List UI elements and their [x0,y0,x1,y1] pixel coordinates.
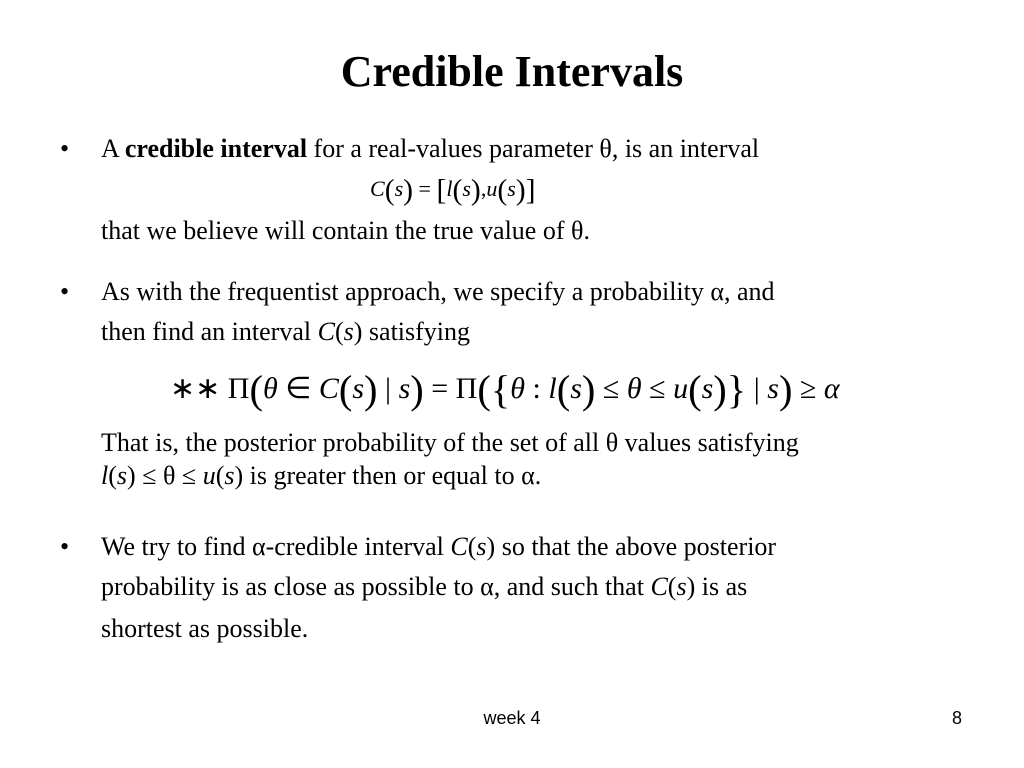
equation-posterior-probability: ∗∗ Π(θ ∈ C(s) | s) = Π({θ : l(s) ≤ θ ≤ u(s)} | s) ≥ α [170,366,840,412]
bullet-marker-3: • [60,532,70,561]
equation-credible-interval-definition: C(s) = [l(s),u(s)] [370,174,536,207]
footer-week-label: week 4 [483,708,541,728]
bullet-2-explanation-line-1: That is, the posterior probability of the set of all θ values satisfying [101,428,799,457]
bullet-1-bold-term: credible interval [124,134,308,163]
bullet-1-line-1 [101,134,759,164]
bullet-marker-1: • [60,134,70,163]
bullet-2-line-1: As with the frequentist approach, we specify a probability α, and [101,277,775,306]
bullet-3-line-1: We try to find α-credible interval C(s) so that the above posterior [101,532,777,561]
slide-title: Credible Intervals [340,47,684,96]
bullet-1-pre: A [101,134,125,163]
bullet-1-continuation: that we believe will contain the true value of θ. [101,216,590,245]
bullet-3-line-2: probability is as close as possible to α, and such that C(s) is as [101,572,748,601]
bullet-3-line-3: shortest as possible. [101,614,309,643]
bullet-2-line-2: then find an interval C(s) satisfying [101,317,471,346]
bullet-2-explanation-line-2: l(s) ≤ θ ≤ u(s) is greater then or equal to α. [101,461,542,490]
bullet-marker-2: • [60,277,70,306]
slide-number: 8 [951,708,962,728]
bullet-1-post: for a real-values parameter θ, is an interval [307,134,760,163]
